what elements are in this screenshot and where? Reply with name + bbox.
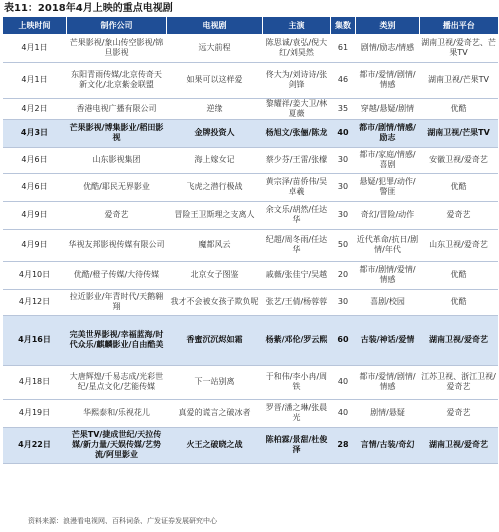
- col-genre-header: 类别: [356, 17, 420, 34]
- title-cell: 魔都风云: [167, 229, 263, 261]
- date-cell: 4月18日: [3, 365, 67, 399]
- genre-cell: 奇幻/冒险/动作: [356, 201, 420, 229]
- table-row: [3, 119, 498, 147]
- cast-cell: 余文乐/胡然/任达华: [263, 201, 331, 229]
- genre-cell: 悬疑/犯罪/动作/警匪: [356, 173, 420, 201]
- cast-cell: 纪超/周冬雨/任达华: [263, 229, 331, 261]
- title-cell: 香蜜沉沉烬如霜: [167, 315, 263, 365]
- title-cell: 冒险王卫斯理之支离人: [167, 201, 263, 229]
- company-cell: 完美世界影视/幸福蓝海/时代众乐/麒麟影业/自由酷美: [67, 315, 167, 365]
- company-cell: 芒果影视/博集影业/稻田影视: [67, 119, 167, 147]
- col-company-header: 制作公司: [67, 17, 167, 34]
- company-cell: 华视友邦影视传媒有限公司: [67, 229, 167, 261]
- platform-cell: 优酷: [420, 98, 498, 119]
- table-row: [3, 147, 498, 173]
- table-caption: [4, 2, 173, 16]
- company-cell: 芒果影视/象山传空影视/锦旦影视: [67, 34, 167, 62]
- cast-cell: 杨旭文/张俪/陈龙: [263, 119, 331, 147]
- episodes-cell: 40: [331, 365, 356, 399]
- episodes-cell: 60: [331, 315, 356, 365]
- table-row: [3, 289, 498, 315]
- platform-cell: 湖南卫视/芒果TV: [420, 119, 498, 147]
- episodes-cell: 28: [331, 427, 356, 463]
- genre-cell: 都市/家庭/情感/喜剧: [356, 147, 420, 173]
- cast-cell: 戚薇/张佳宁/吴越: [263, 261, 331, 289]
- table-row: [3, 229, 498, 261]
- title-cell: 我才不会被女孩子欺负呢: [167, 289, 263, 315]
- company-cell: 华熙泰和/乐视花儿: [67, 399, 167, 427]
- date-cell: 4月9日: [3, 201, 67, 229]
- cast-cell: 杨紫/邓伦/罗云熙: [263, 315, 331, 365]
- cast-cell: 陈柏霖/景甜/杜俊泽: [263, 427, 331, 463]
- genre-cell: 都市/剧情/情感/励志: [356, 119, 420, 147]
- table-row: [3, 365, 498, 399]
- title-cell: 逆缘: [167, 98, 263, 119]
- company-cell: 芒果TV/捷成世纪/天拉传媒/新力量/天娱传媒/艺势流/阿里影业: [67, 427, 167, 463]
- table-row: [3, 399, 498, 427]
- table-row: [3, 98, 498, 119]
- table-row: [3, 62, 498, 98]
- table-row: [3, 315, 498, 365]
- genre-cell: 穿越/悬疑/剧情: [356, 98, 420, 119]
- episodes-cell: 46: [331, 62, 356, 98]
- table-row: [3, 173, 498, 201]
- table-body: [3, 34, 498, 463]
- company-cell: 大唐辉煌/千易志成/光彩世纪/星点文化/艺能传媒: [67, 365, 167, 399]
- date-cell: 4月6日: [3, 173, 67, 201]
- cast-cell: 蔡少芬/王雷/张檬: [263, 147, 331, 173]
- cast-cell: 陈思诚/袁弘/倪大红/刘昊然: [263, 34, 331, 62]
- table-row: [3, 261, 498, 289]
- platform-cell: 优酷: [420, 261, 498, 289]
- company-cell: 爱奇艺: [67, 201, 167, 229]
- platform-cell: 湖南卫视/爱奇艺: [420, 427, 498, 463]
- date-cell: 4月6日: [3, 147, 67, 173]
- caption-label: 表11：: [4, 3, 38, 14]
- genre-cell: 剧情/悬疑: [356, 399, 420, 427]
- genre-cell: 都市/爱情/剧情/情感: [356, 62, 420, 98]
- table-row: [3, 427, 498, 463]
- company-cell: 东阳青雨传媒/北京传奇天新文化/北京紫金联盟: [67, 62, 167, 98]
- genre-cell: 剧情/励志/情感: [356, 34, 420, 62]
- title-cell: 海上嫁女记: [167, 147, 263, 173]
- table-row: [3, 201, 498, 229]
- date-cell: 4月22日: [3, 427, 67, 463]
- col-episodes-header: 集数: [331, 17, 356, 34]
- genre-cell: 古装/神话/爱情: [356, 315, 420, 365]
- title-cell: 北京女子图鉴: [167, 261, 263, 289]
- date-cell: 4月16日: [3, 315, 67, 365]
- col-cast-header: 主演: [263, 17, 331, 34]
- col-date-header: 上映时间: [3, 17, 67, 34]
- cast-cell: 罗晋/潘之琳/张晨光: [263, 399, 331, 427]
- episodes-cell: 40: [331, 399, 356, 427]
- cast-cell: 黎耀祥/姜大卫/林夏薇: [263, 98, 331, 119]
- cast-cell: 佟大为/刘诗诗/张剑锋: [263, 62, 331, 98]
- title-cell: 真爱的谎言之破冰者: [167, 399, 263, 427]
- platform-cell: 优酷: [420, 289, 498, 315]
- date-cell: 4月1日: [3, 34, 67, 62]
- company-cell: 香港电视广播有限公司: [67, 98, 167, 119]
- genre-cell: 言情/古装/奇幻: [356, 427, 420, 463]
- header-row: [3, 17, 498, 34]
- date-cell: 4月10日: [3, 261, 67, 289]
- title-cell: 飞虎之潜行极战: [167, 173, 263, 201]
- episodes-cell: 30: [331, 289, 356, 315]
- platform-cell: 安徽卫视/爱奇艺: [420, 147, 498, 173]
- episodes-cell: 30: [331, 147, 356, 173]
- platform-cell: 湖南卫视/芒果TV: [420, 62, 498, 98]
- title-cell: 下一站别离: [167, 365, 263, 399]
- platform-cell: 山东卫视/爱奇艺: [420, 229, 498, 261]
- title-cell: 如果可以这样爱: [167, 62, 263, 98]
- genre-cell: 都市/剧情/爱情/情感: [356, 261, 420, 289]
- source-footnote: 资料来源：浪漫看电视网、百科词条、广发证券发展研究中心: [28, 517, 217, 525]
- title-cell: 火王之破晓之战: [167, 427, 263, 463]
- platform-cell: 爱奇艺: [420, 201, 498, 229]
- episodes-cell: 35: [331, 98, 356, 119]
- date-cell: 4月12日: [3, 289, 67, 315]
- platform-cell: 江苏卫视、浙江卫视/爱奇艺: [420, 365, 498, 399]
- date-cell: 4月19日: [3, 399, 67, 427]
- company-cell: 拉近影业/年青时代/天鹅翱翔: [67, 289, 167, 315]
- date-cell: 4月2日: [3, 98, 67, 119]
- genre-cell: 喜剧/校园: [356, 289, 420, 315]
- company-cell: 山东影视集团: [67, 147, 167, 173]
- cast-cell: 于和伟/李小冉/周铁: [263, 365, 331, 399]
- episodes-cell: 40: [331, 119, 356, 147]
- col-title-header: 电视剧: [167, 17, 263, 34]
- table-header: [3, 17, 498, 34]
- episodes-cell: 61: [331, 34, 356, 62]
- table-row: [3, 34, 498, 62]
- genre-cell: 近代革命/抗日/剧情/年代: [356, 229, 420, 261]
- episodes-cell: 50: [331, 229, 356, 261]
- date-cell: 4月3日: [3, 119, 67, 147]
- title-cell: 远大前程: [167, 34, 263, 62]
- cast-cell: 黄宗泽/苗侨伟/吴卓羲: [263, 173, 331, 201]
- company-cell: 优酷/耶民无界影业: [67, 173, 167, 201]
- genre-cell: 都市/爱情/剧情/情感: [356, 365, 420, 399]
- col-platform-header: 播出平台: [420, 17, 498, 34]
- platform-cell: 优酷: [420, 173, 498, 201]
- platform-cell: 爱奇艺: [420, 399, 498, 427]
- title-cell: 金牌投资人: [167, 119, 263, 147]
- platform-cell: 湖南卫视/爱奇艺: [420, 315, 498, 365]
- platform-cell: 湖南卫视/爱奇艺、芒果TV: [420, 34, 498, 62]
- caption-title: 2018年4月上映的重点电视剧: [37, 3, 173, 14]
- episodes-cell: 20: [331, 261, 356, 289]
- date-cell: 4月9日: [3, 229, 67, 261]
- episodes-cell: 30: [331, 201, 356, 229]
- drama-table: [2, 17, 498, 464]
- date-cell: 4月1日: [3, 62, 67, 98]
- cast-cell: 张艺/王倩/杨蓉蓉: [263, 289, 331, 315]
- episodes-cell: 30: [331, 173, 356, 201]
- company-cell: 优酷/橙子传媒/大待传媒: [67, 261, 167, 289]
